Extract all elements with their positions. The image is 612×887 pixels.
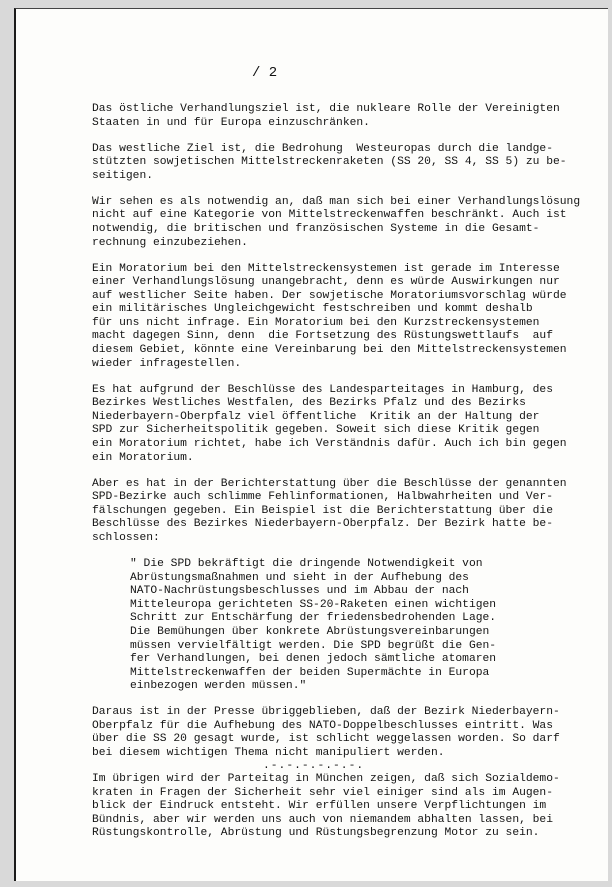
quote-line: einbezogen werden müssen." <box>130 680 307 693</box>
text-line: Das östliche Verhandlungsziel ist, die nukleare Rolle der Vereinigten <box>92 103 560 115</box>
paragraph <box>92 706 592 760</box>
paragraph <box>92 773 592 841</box>
quote-line: " Die SPD bekräftigt die dringende Notwendigkeit von <box>130 557 483 570</box>
paragraph <box>92 196 592 250</box>
text-line: Ein Moratorium bei den Mittelstreckensystemen ist gerade im Interesse <box>92 262 560 275</box>
paragraph <box>92 384 592 466</box>
text-line: auf westlicher Seite haben. Der sowjetische Moratoriumsvorschlag würde <box>92 289 567 302</box>
text-line: kraten in Fragen der Sicherheit sehr viel einiger sind als im Augen- <box>92 786 553 799</box>
text-line: rechnung einzubeziehen. <box>92 236 248 249</box>
text-line: Das westliche Ziel ist, die Bedrohung Westeuropas durch die landge- <box>92 142 553 155</box>
quoted-resolution <box>130 558 592 694</box>
closing-separator: .-.-.-.-.-.-. <box>263 760 365 772</box>
text-line: ein Moratorium. <box>92 451 194 464</box>
paragraph <box>92 478 592 546</box>
document-body <box>92 103 592 853</box>
text-line: Staaten in und für Europa einzuschränken. <box>92 116 370 129</box>
text-line: bei diesem wichtigen Thema nicht manipuliert werden. <box>92 747 445 760</box>
text-line: Oberpfalz für die Aufhebung des NATO-Doppelbeschlusses eintritt. Was <box>92 719 553 732</box>
text-line: Wir sehen es als notwendig an, daß man sich bei einer Verhandlungslösung <box>92 195 581 208</box>
quote-line: Mittelstreckenwaffen der beiden Supermächte in Europa <box>130 666 490 679</box>
text-line: SPD zur Sicherheitspolitik gegeben. Soweit sich diese Kritik gegen <box>92 424 540 437</box>
paragraph <box>92 103 592 130</box>
text-line: Beschlüsse des Bezirkes Niederbayern-Oberpfalz. Der Bezirk hatte be- <box>92 518 553 531</box>
text-line: über die SS 20 gesagt wurde, ist schlicht weggelassen worden. So darf <box>92 733 560 746</box>
quote-line: Schritt zur Entschärfung der friedensbedrohenden Lage. <box>130 612 497 625</box>
paragraph <box>92 263 592 372</box>
text-line: für uns nicht infrage. Ein Moratorium bei den Kurzstreckensystemen <box>92 316 540 329</box>
text-line: notwendig, die britischen und französischen Systeme in die Gesamt- <box>92 222 540 235</box>
quote-line: müssen vervielfältigt werden. Die SPD begrüßt die Gen- <box>130 639 497 652</box>
text-line: nicht auf eine Kategorie von Mittelstreckenwaffen beschränkt. Auch ist <box>92 209 567 222</box>
text-line: Aber es hat in der Berichterstattung über die Beschlüsse der genannten <box>92 477 567 490</box>
text-line: Im übrigen wird der Parteitag in München zeigen, daß sich Sozialdemo- <box>92 773 560 786</box>
quote-line: fer Verhandlungen, bei denen jedoch sämtliche atomaren <box>130 653 497 666</box>
text-line: Es hat aufgrund der Beschlüsse des Landesparteitages in Hamburg, des <box>92 383 553 396</box>
text-line: Daraus ist in der Presse übriggeblieben, daß der Bezirk Niederbayern- <box>92 706 560 719</box>
paragraph <box>92 143 592 184</box>
text-line: macht dagegen Sinn, denn die Fortsetzung des Rüstungswettlaufs auf <box>92 330 553 343</box>
quote-line: Abrüstungsmaßnahmen und sieht in der Aufhebung des <box>130 571 469 584</box>
text-line: seitigen. <box>92 169 154 182</box>
text-line: Bezirkes Westliches Westfalen, des Bezirks Pfalz und des Bezirks <box>92 397 526 410</box>
text-line: stützten sowjetischen Mittelstreckenraketen (SS 20, SS 4, SS 5) zu be- <box>92 156 567 169</box>
text-line: diesem Gebiet, könnte eine Vereinbarung bei den Mittelstreckensystemen <box>92 344 567 357</box>
page-number: / 2 <box>252 65 278 81</box>
text-line: Bündnis, aber wir werden uns auch von niemandem abhalten lassen, bei <box>92 813 553 826</box>
quote-line: Mitteleuropa gerichteten SS-20-Raketen einen wichtigen <box>130 598 497 611</box>
quote-line: NATO-Nachrüstungsbeschlusses und im Abbau der nach <box>130 585 469 598</box>
text-line: schlossen: <box>92 531 160 544</box>
text-line: Rüstungskontrolle, Abrüstung und Rüstungsbegrenzung Motor zu sein. <box>92 827 540 840</box>
quote-line: Die Bemühungen über konkrete Abrüstungsvereinbarungen <box>130 625 490 638</box>
text-line: ein militärisches Ungleichgewicht festschreiben und kommt deshalb <box>92 303 533 316</box>
text-line: SPD-Bezirke auch schlimme Fehlinformationen, Halbwahrheiten und Ver- <box>92 491 553 504</box>
text-line: einer Verhandlungslösung unangebracht, denn es würde Auswirkungen nur <box>92 276 560 289</box>
text-line: Niederbayern-Oberpfalz viel öffentliche Kritik an der Haltung der <box>92 410 540 423</box>
text-line: blick der Eindruck entsteht. Wir erfüllen unsere Verpflichtungen im <box>92 800 547 813</box>
text-line: ein Moratorium richtet, habe ich Verständnis dafür. Auch ich bin gegen <box>92 438 567 451</box>
document-page <box>14 8 608 881</box>
text-line: fälschungen gegeben. Ein Beispiel ist die Berichterstattung über die <box>92 504 553 517</box>
text-line: wieder infragestellen. <box>92 357 242 370</box>
